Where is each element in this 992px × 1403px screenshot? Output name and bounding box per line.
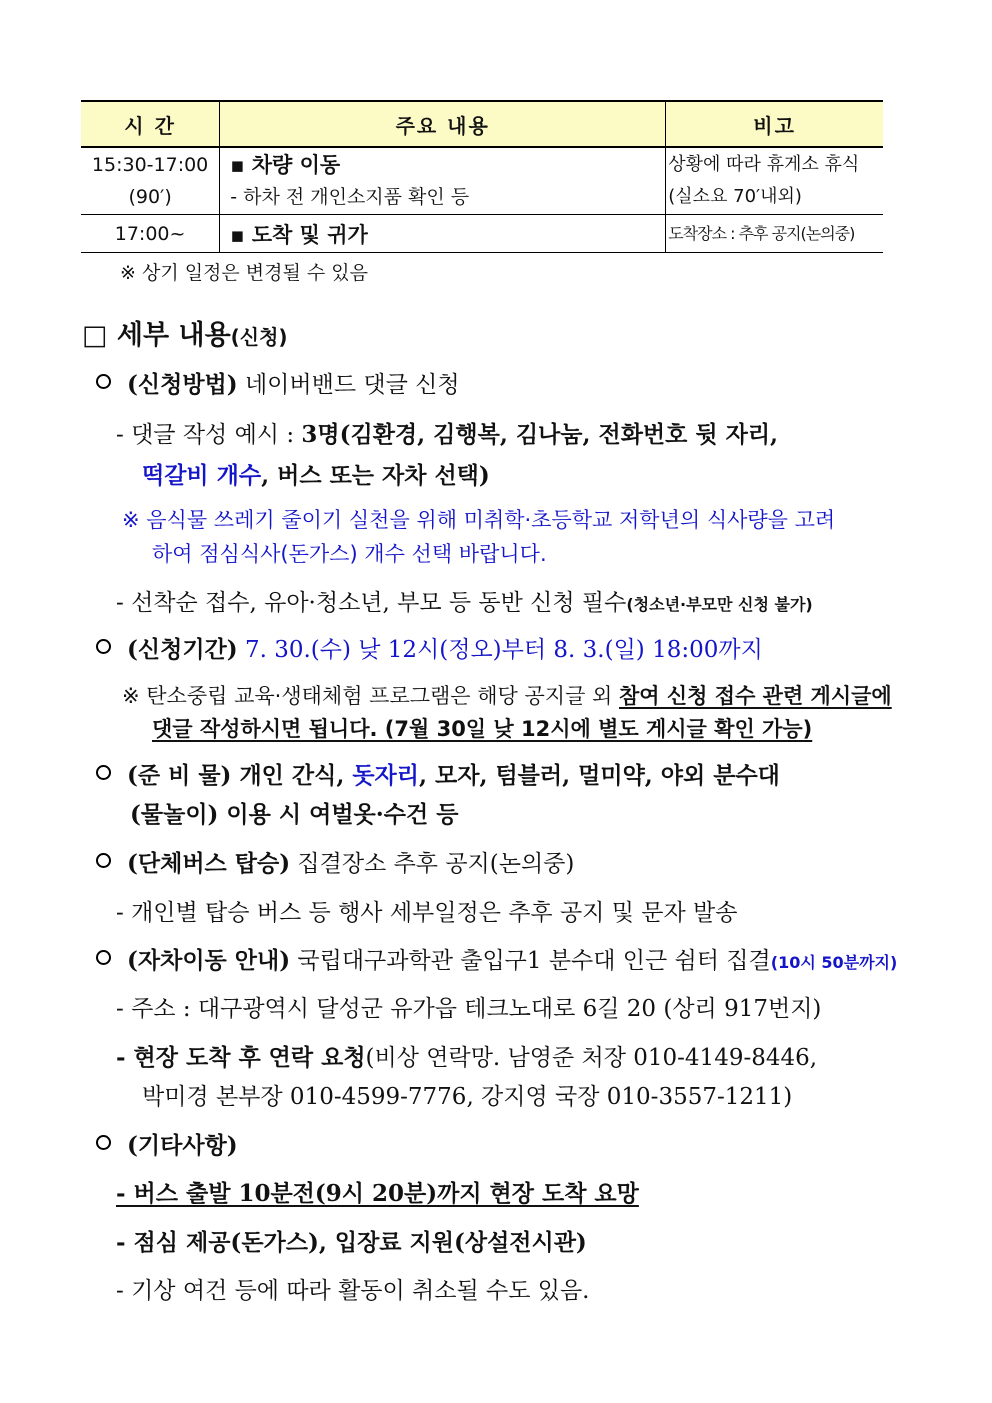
example-bold-2: , 버스 또는 자차 선택) <box>261 462 490 489</box>
section-title-sub: (신청) <box>230 325 288 349</box>
item-label: (준 비 물) <box>127 762 232 789</box>
table-header-row <box>81 101 883 147</box>
item-label: (단체버스 탑승) <box>127 850 291 877</box>
group-bus-item <box>96 845 574 878</box>
self-drive-item <box>96 942 897 975</box>
section-title-text: 세부 내용 <box>116 320 231 351</box>
duration-text: (90′) <box>128 186 172 208</box>
circle-bullet-icon <box>96 639 111 654</box>
item-small-blue: (10시 50분까지) <box>770 953 898 972</box>
first-come-item <box>116 584 813 617</box>
example-blue: 떡갈비 개수 <box>142 462 262 489</box>
supplies-line2: (물놀이) 이용 시 여벌옷·수건 등 <box>130 801 459 828</box>
period-note-line1 <box>122 680 892 710</box>
header-main-content: 주요 내용 <box>220 101 666 147</box>
example-bold: 3명(김환경, 김행복, 김나눔, 전화번호 뒷 자리, <box>301 421 779 448</box>
time-cell <box>81 147 220 215</box>
main-item: ▪ 도착 및 귀가 <box>230 222 368 247</box>
remarks-text: (실소요 70′내외) <box>668 186 802 207</box>
table-row <box>81 147 883 215</box>
others-item-2: - 점심 제공(돈가스), 입장료 지원(상설전시관) <box>116 1229 587 1256</box>
contact-text: (비상 연락망. 남영준 처장 010-4149-8446, <box>365 1045 818 1071</box>
example-prefix: - 댓글 작성 예시 : <box>116 422 302 448</box>
period-note-prefix: ※ 탄소중립 교육·생태체험 프로그램은 해당 공지글 외 <box>122 684 620 708</box>
item-label: (신청방법) <box>127 371 238 398</box>
contact-bold: - 현장 도착 후 연락 요청 <box>116 1044 366 1071</box>
item-text: 국립대구과학관 출입구1 분수대 인근 쉼터 집결 <box>290 948 771 974</box>
main-subitem: - 하차 전 개인소지품 확인 등 <box>230 186 470 208</box>
contact-line2: 박미경 본부장 010-4599-7776, 강지영 국장 010-3557-1211) <box>142 1084 793 1110</box>
remarks-text: 도착장소 : 추후 공지(논의중) <box>668 223 855 243</box>
table-row <box>81 215 883 253</box>
period-note-underline: 참여 신청 접수 관련 게시글에 <box>619 684 892 708</box>
supplies-item <box>96 757 780 790</box>
schedule-table <box>81 100 883 253</box>
circle-bullet-icon <box>96 374 111 389</box>
period-note-underline: 댓글 작성하시면 됩니다. (7월 30일 낮 12시에 별도 게시글 확인 가능) <box>152 717 813 741</box>
item-text: 개인 간식, <box>231 762 353 789</box>
section-title <box>82 313 288 352</box>
others-item <box>96 1127 238 1160</box>
item-text-2: , 모자, 텀블러, 멀미약, 야외 분수대 <box>419 762 780 789</box>
remarks-cell <box>666 215 883 253</box>
others-item-1: - 버스 출발 10분전(9시 20분)까지 현장 도착 요망 <box>116 1180 639 1207</box>
circle-bullet-icon <box>96 853 111 868</box>
item-text: 7. 30.(수) 낮 12시(정오)부터 8. 3.(일) 18:00까지 <box>237 637 763 663</box>
item-label: (기타사항) <box>127 1132 238 1159</box>
time-cell <box>81 215 220 253</box>
address-item: - 주소 : 대구광역시 달성군 유가읍 테크노대로 6길 20 (상리 917번지) <box>116 996 822 1022</box>
checkbox-square-icon: □ <box>82 320 108 351</box>
comment-example-cont <box>142 457 490 490</box>
circle-bullet-icon <box>96 950 111 965</box>
first-come-small: (청소년·부모만 신청 불가) <box>626 595 813 614</box>
food-note-line1: ※ 음식물 쓰레기 줄이기 실천을 위해 미취학·초등학교 저학년의 식사량을 고려 <box>122 508 836 532</box>
item-text: 네이버밴드 댓글 신청 <box>237 372 460 398</box>
period-note-line2 <box>152 713 812 743</box>
contact-item <box>116 1039 817 1072</box>
time-text: 17:00~ <box>114 222 186 245</box>
circle-bullet-icon <box>96 765 111 780</box>
first-come-text: - 선착순 접수, 유아·청소년, 부모 등 동반 신청 필수 <box>116 590 627 616</box>
header-time: 시 간 <box>81 101 220 147</box>
apply-method-item <box>96 366 460 399</box>
remarks-text: 상황에 따라 휴게소 휴식 <box>668 154 860 175</box>
apply-period-item <box>96 631 763 664</box>
circle-bullet-icon <box>96 1135 111 1150</box>
time-text: 15:30-17:00 <box>91 154 209 176</box>
item-label: (자차이동 안내) <box>127 947 291 974</box>
others-item-3: - 기상 여건 등에 따라 활동이 취소될 수도 있음. <box>116 1278 590 1304</box>
item-text: 집결장소 추후 공지(논의중) <box>290 851 575 877</box>
item-label: (신청기간) <box>127 636 238 663</box>
main-item: ▪ 차량 이동 <box>230 153 341 177</box>
item-blue: 돗자리 <box>352 762 419 789</box>
header-remarks: 비고 <box>666 101 883 147</box>
main-cell <box>220 147 666 215</box>
comment-example <box>116 416 778 449</box>
remarks-cell <box>666 147 883 215</box>
group-bus-detail: - 개인별 탑승 버스 등 행사 세부일정은 추후 공지 및 문자 발송 <box>116 900 738 926</box>
main-cell <box>220 215 666 253</box>
schedule-notice: ※ 상기 일정은 변경될 수 있음 <box>120 262 369 284</box>
food-note-line2: 하여 점심식사(돈가스) 개수 선택 바랍니다. <box>152 542 547 566</box>
